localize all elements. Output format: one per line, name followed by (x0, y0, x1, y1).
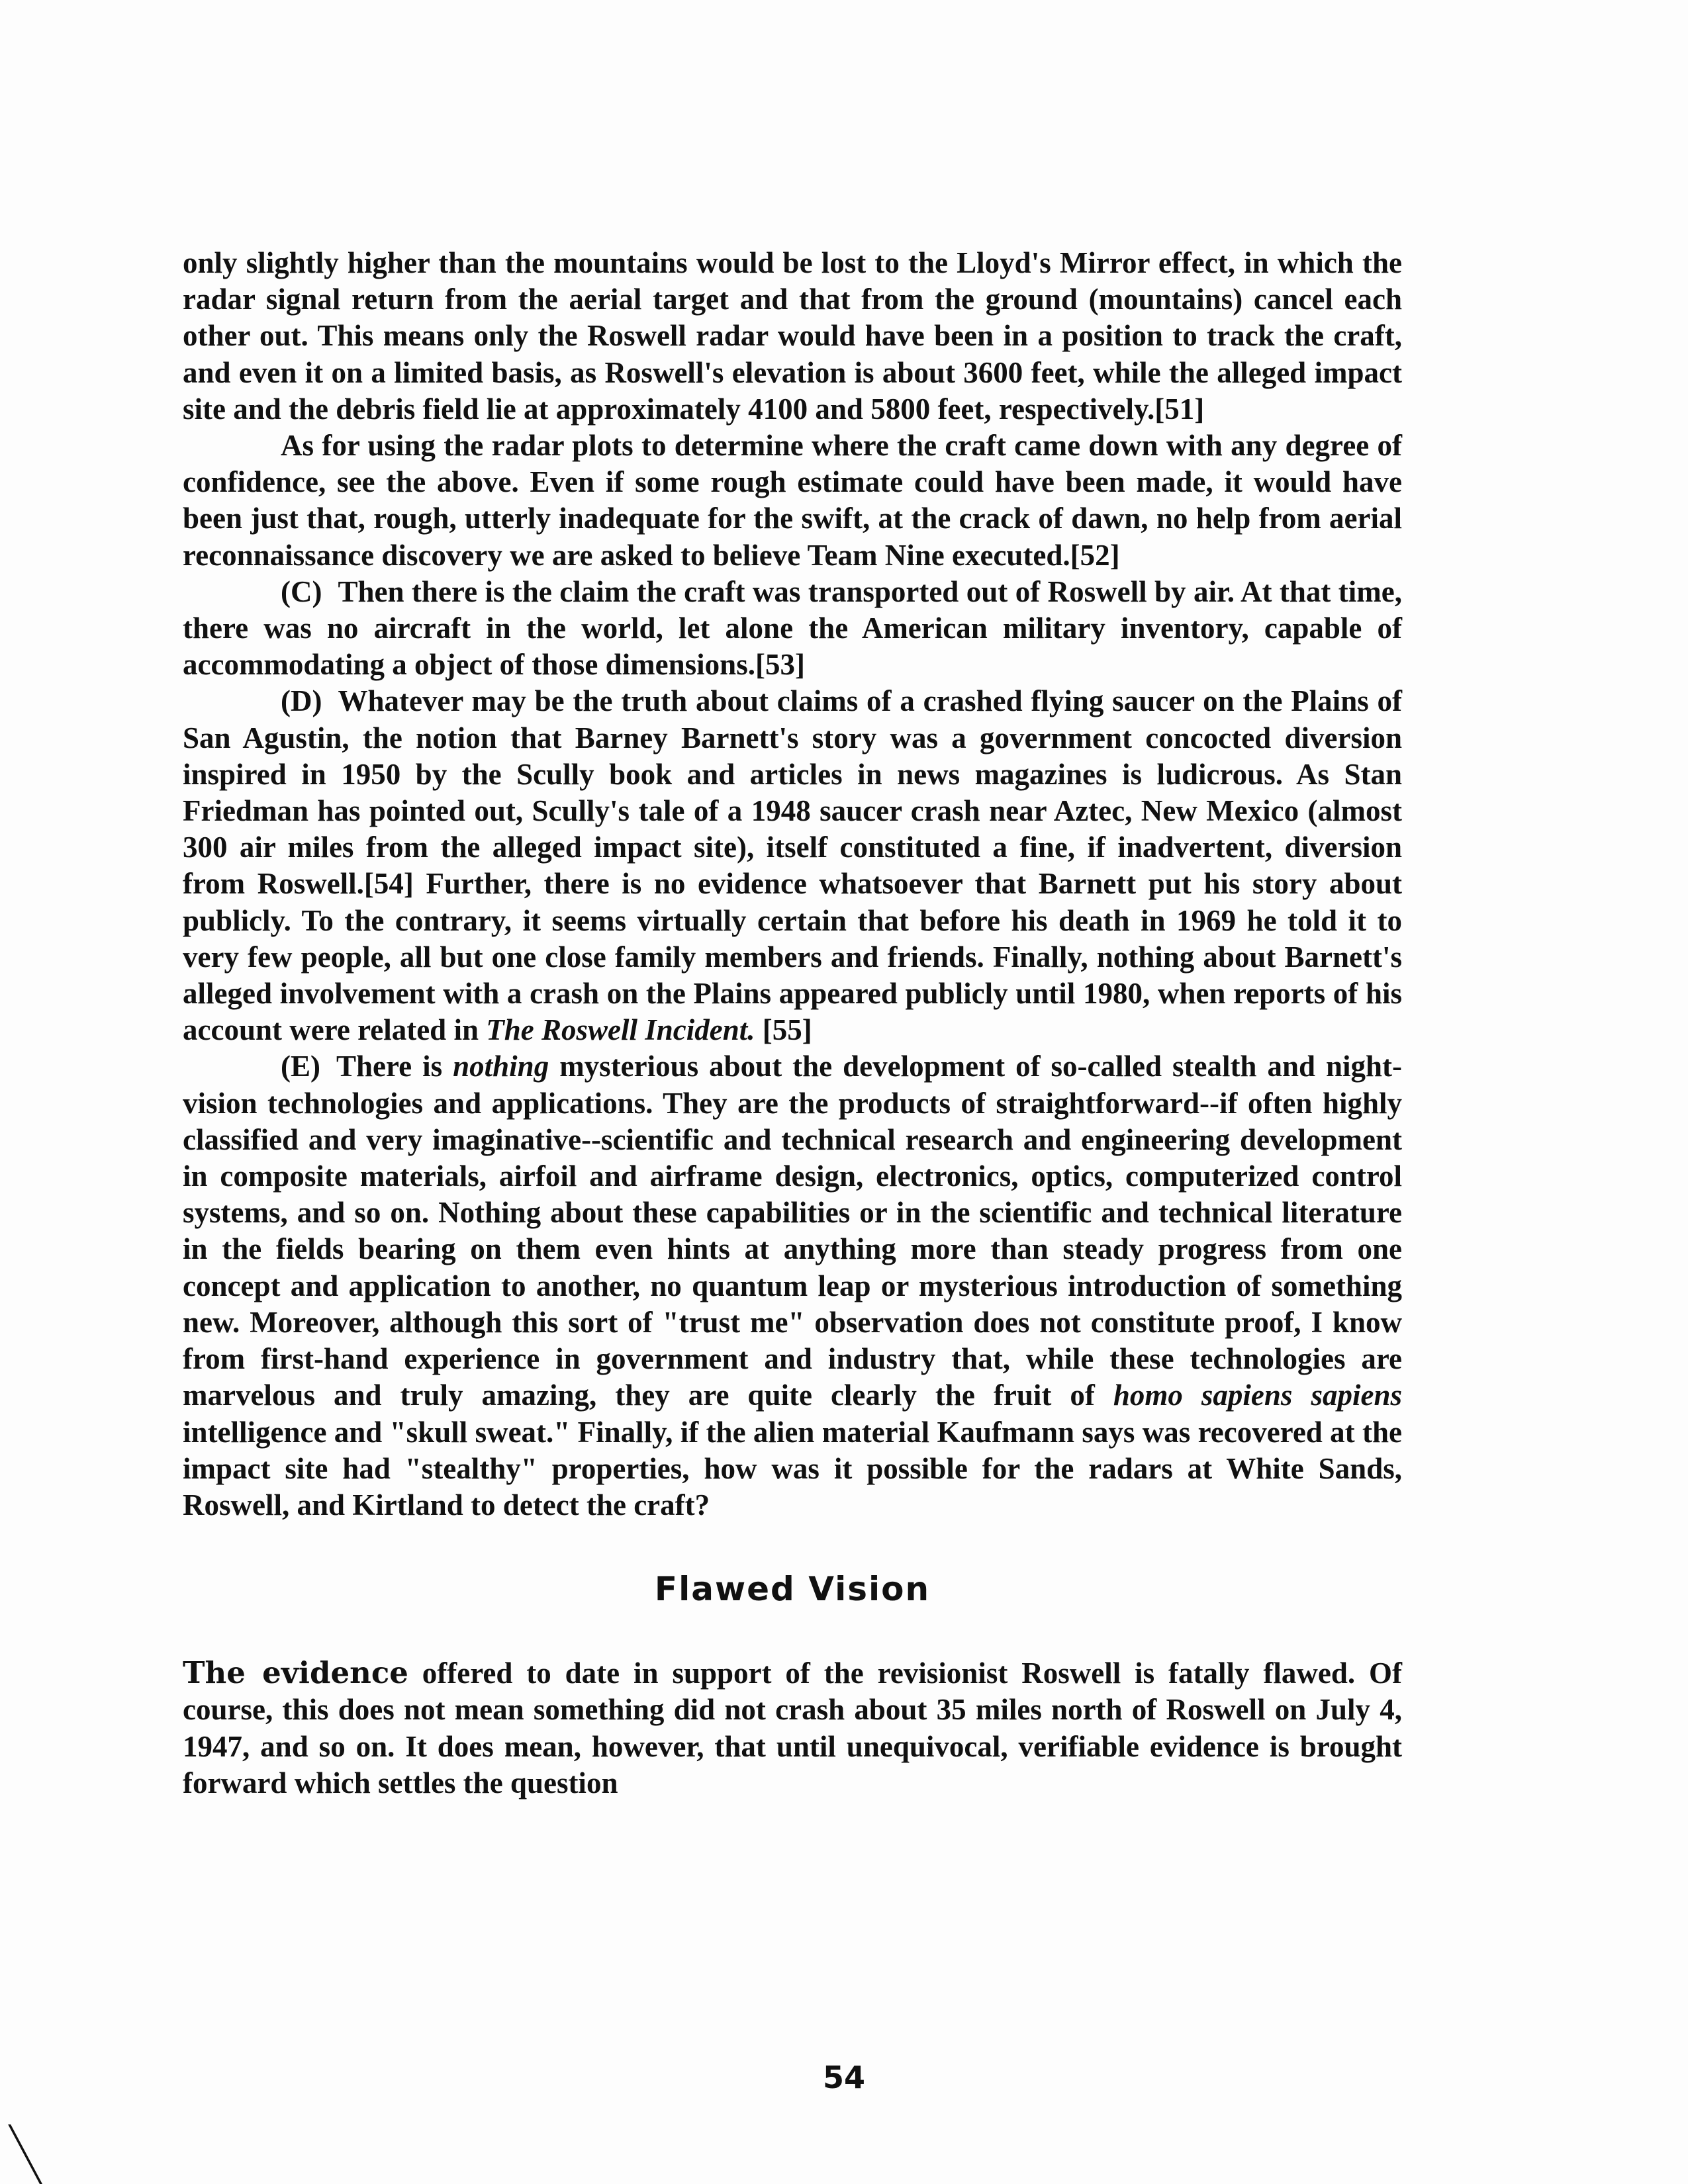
item-label-d: (D) (281, 684, 322, 718)
paragraph-text: Then there is the claim the craft was transported out of Roswell by air. At that time, there was no aircraft in the world, let alone the American military inventory, capable of accommodating a object of those dimensions.[53] (183, 574, 1402, 682)
body-text (183, 245, 1402, 1801)
paragraph-text: Whatever may be the truth about claims of a crashed flying saucer on the Plains of San Agustin, the notion that Barney Barnett's story was a government concocted diversion inspired in 1950 by the Scully book and articles in news magazines is ludicrous. As Stan Friedman has pointed out, Scully's tale of a 1948 saucer crash near Aztec, New Mexico (almost 300 air miles from the alleged impact site), itself constituted a fine, if inadvertent, diversion from Roswell.[54] Further, there is no evidence whatsoever that Barnett put his story about publicly. To the contrary, it seems virtually certain that before his death in 1969 he told it to very few people, all but one close family members and friends. Finally, nothing about Barnett's alleged involvement with a crash on the Plains appeared publicly until 1980, when reports of his account were related in (183, 684, 1402, 1047)
paragraph-text: There is (336, 1050, 453, 1083)
paragraph-text: intelligence and "skull sweat." Finally, if the alien material Kaufmann says was recovered at the impact site had "stealthy" properties, how was it possible for the radars at White Sands, Roswell, and Kirtland to detect the craft? (183, 1415, 1402, 1522)
item-label-c: (C) (281, 574, 322, 608)
scan-edge-mark (0, 2124, 42, 2184)
footnote-ref: [55] (755, 1013, 812, 1047)
paragraph-text: only slightly higher than the mountains would be lost to the Lloyd's Mirror effect, in which the radar signal return from the aerial target and that from the ground (mountains) cancel each other out. This means only the Roswell radar would have been in a position to track the craft, and even it on a limited basis, as Roswell's elevation is about 3600 feet, while the alleged impact site and the debris field lie at approximately 4100 and 5800 feet, respectively.[51] (183, 246, 1402, 426)
paragraph-e-stealth (183, 1048, 1402, 1524)
paragraph-c-air-transport (183, 574, 1402, 684)
paragraph-text: offered to date in support of the revisionist Roswell is fatally flawed. Of course, this does not mean something did not crash about 35 miles north of Roswell on July 4, 1947, and so on. It does mean, however, that until unequivocal, verifiable evidence is brought forward which settles the question (183, 1657, 1402, 1799)
paragraph-radar-plots (183, 428, 1402, 574)
paragraph-lloyds-mirror (183, 245, 1402, 428)
lead-in: The evidence (183, 1655, 408, 1691)
paragraph-text: As for using the radar plots to determine where the craft came down with any degree of confidence, see the above. Even if some rough estimate could have been made, it would have been just that, rough, utterly inadequate for the swift, at the crack of dawn, no help from aerial reconnaissance discovery we are asked to believe Team Nine executed.[52] (183, 429, 1402, 572)
paragraph-flawed-vision (183, 1655, 1402, 1801)
paragraph-text: mysterious about the development of so-called stealth and night-vision technologies and applications. They are the products of straightforward--if often highly classified and very imaginative--scientific and technical research and engineering development in composite materials, airfoil and airframe design, electronics, optics, computerized control systems, and so on. Nothing about these capabilities or in the scientific and technical literature in the fields bearing on them even hints at anything more than steady progress from one concept and application to another, no quantum leap or mysterious introduction of something new. Moreover, although this sort of "trust me" observation does not constitute proof, I know from first-hand experience in government and industry that, while these technologies are marvelous and truly amazing, they are quite clearly the fruit of (183, 1050, 1402, 1412)
section-heading: Flawed Vision (654, 1570, 931, 1609)
page-number: 54 (822, 2060, 865, 2095)
book-title: The Roswell Incident. (486, 1013, 755, 1047)
emphasis-homo-sapiens: homo sapiens sapiens (1113, 1379, 1402, 1412)
item-label-e: (E) (281, 1050, 320, 1083)
paragraph-d-barnett (183, 683, 1402, 1048)
emphasis-nothing: nothing (453, 1050, 549, 1083)
